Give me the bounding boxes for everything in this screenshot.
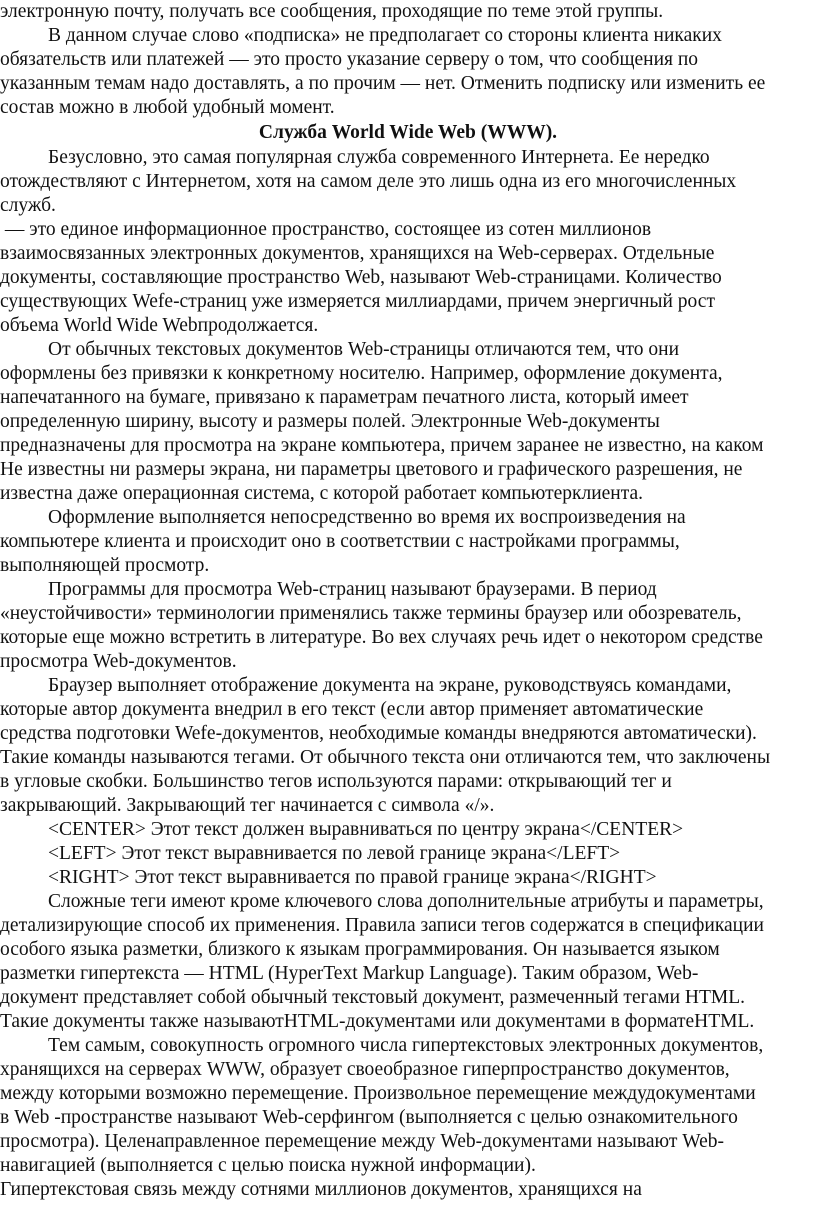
paragraph-start: Программы для просмотра Web-страниц называют браузерами. В период [48,579,657,600]
text-line: особого языка разметки, близкого к языкам программирования. Он называется языком [0,939,720,960]
paragraph-start: Тем самым, совокупность огромного числа гипертекстовых электронных документов, [48,1035,764,1056]
text-line: между которыми возможно перемещение. Произвольное перемещение междудокументами [0,1083,756,1104]
paragraph-start: Безусловно, это самая популярная служба современного Интернета. Ее нередко [48,147,710,168]
paragraph-start: — это единое информационное пространство, состоящее из сотен миллионов [0,219,652,240]
text-line: навигацией (выполняется с целью поиска нужной информации). [0,1155,536,1176]
text-line: разметки гипертекста — HTML (HyperText Markup Language). Таким образом, Web- [0,963,699,984]
text-line: обязательств или платежей — это просто указание серверу о том, что сообщения по [0,49,699,70]
text-line: напечатанного на бумаге, привязано к параметрам печатного листа, который имеет [0,387,689,408]
text-line: объема World Wide Webпродолжается. [0,315,319,336]
code-example-left: <LEFT> Этот текст выравнивается по левой границе экрана</LEFT> [48,843,621,864]
text-line: существующих Wefe-страниц уже измеряется миллиардами, причем энергичный рост [0,291,715,312]
text-line: документ представляет собой обычный текстовый документ, размеченный тегами HTML. [0,987,746,1008]
paragraph-start: От обычных текстовых документов Web-страницы отличаются тем, что они [48,339,680,360]
text-line: Такие документы также называютHTML-документами или документами в форматеHTML. [0,1011,755,1032]
text-line: оформлены без привязки к конкретному носителю. Например, оформление документа, [0,363,723,384]
paragraph-start: Оформление выполняется непосредственно во время их воспроизведения на [48,507,686,528]
text-line: определенную ширину, высоту и размеры полей. Электронные Web-документы [0,411,660,432]
section-heading: Служба World Wide Web (WWW). [258,122,558,143]
text-line: просмотра). Целенаправленное перемещение между Web-документами называют Web- [0,1131,724,1152]
text-line: документы, составляющие пространство Web, называют Web-страницами. Количество [0,267,722,288]
text-line: Гипертекстовая связь между сотнями миллионов документов, хранящихся на [0,1179,642,1200]
code-example-center: <CENTER> Этот текст должен выравниваться по центру экрана</CENTER> [48,819,684,840]
text-line: отождествляют с Интернетом, хотя на самом деле это лишь одна из его многочисленных [0,171,737,192]
text-line: «неустойчивости» терминологии применялись также термины браузер или обозреватель, [0,603,742,624]
text-line: которые автор документа внедрил в его текст (если автор применяет автоматические [0,699,704,720]
text-line: служб. [0,195,56,216]
paragraph-start: Сложные теги имеют кроме ключевого слова дополнительные атрибуты и параметры, [48,891,764,912]
text-line: компьютере клиента и происходит оно в соответствии с настройками программы, [0,531,680,552]
text-line: средства подготовки Wefe-документов, необходимые команды внедряются автоматически). [0,723,757,744]
text-line: Такие команды называются тегами. От обычного текста они отличаются тем, что заключены [0,747,771,768]
text-line: просмотра Web-документов. [0,651,237,672]
text-line: детализирующие способ их применения. Правила записи тегов содержатся в спецификации [0,915,764,936]
text-line: в Web -пространстве называют Web-серфингом (выполняется с целью ознакомительного [0,1107,738,1128]
text-line: известна даже операционная система, с которой работает компьютерклиента. [0,483,644,504]
text-line: в угловые скобки. Большинство тегов используются парами: открывающий тег и [0,771,672,792]
paragraph-start: В данном случае слово «подписка» не предполагает со стороны клиента никаких [48,25,722,46]
text-line: электронную почту, получать все сообщения, проходящие по теме этой группы. [0,1,664,22]
code-example-right: <RIGHT> Этот текст выравнивается по правой границе экрана</RIGHT> [48,867,657,888]
text-line: указанным темам надо доставлять, а по прочим — нет. Отменить подписку или изменить ее [0,73,766,94]
text-line: состав можно в любой удобный момент. [0,97,335,118]
text-line: выполняющей просмотр. [0,555,210,576]
text-line: Не известны ни размеры экрана, ни параметры цветового и графического разрешения, не [0,459,743,480]
text-line: хранящихся на серверах WWW, образует своеобразное гиперпространство документов, [0,1059,730,1080]
text-line: взаимосвязанных электронных документов, хранящихся на Web-серверах. Отдельные [0,243,715,264]
paragraph-start: Браузер выполняет отображение документа на экране, руководствуясь командами, [48,675,732,696]
text-line: которые еще можно встретить в литературе. Во вех случаях речь идет о некотором средстве [0,627,763,648]
text-line: предназначены для просмотра на экране компьютера, причем заранее не известно, на каком [0,435,764,456]
text-line: закрывающий. Закрывающий тег начинается с символа «/». [0,795,495,816]
